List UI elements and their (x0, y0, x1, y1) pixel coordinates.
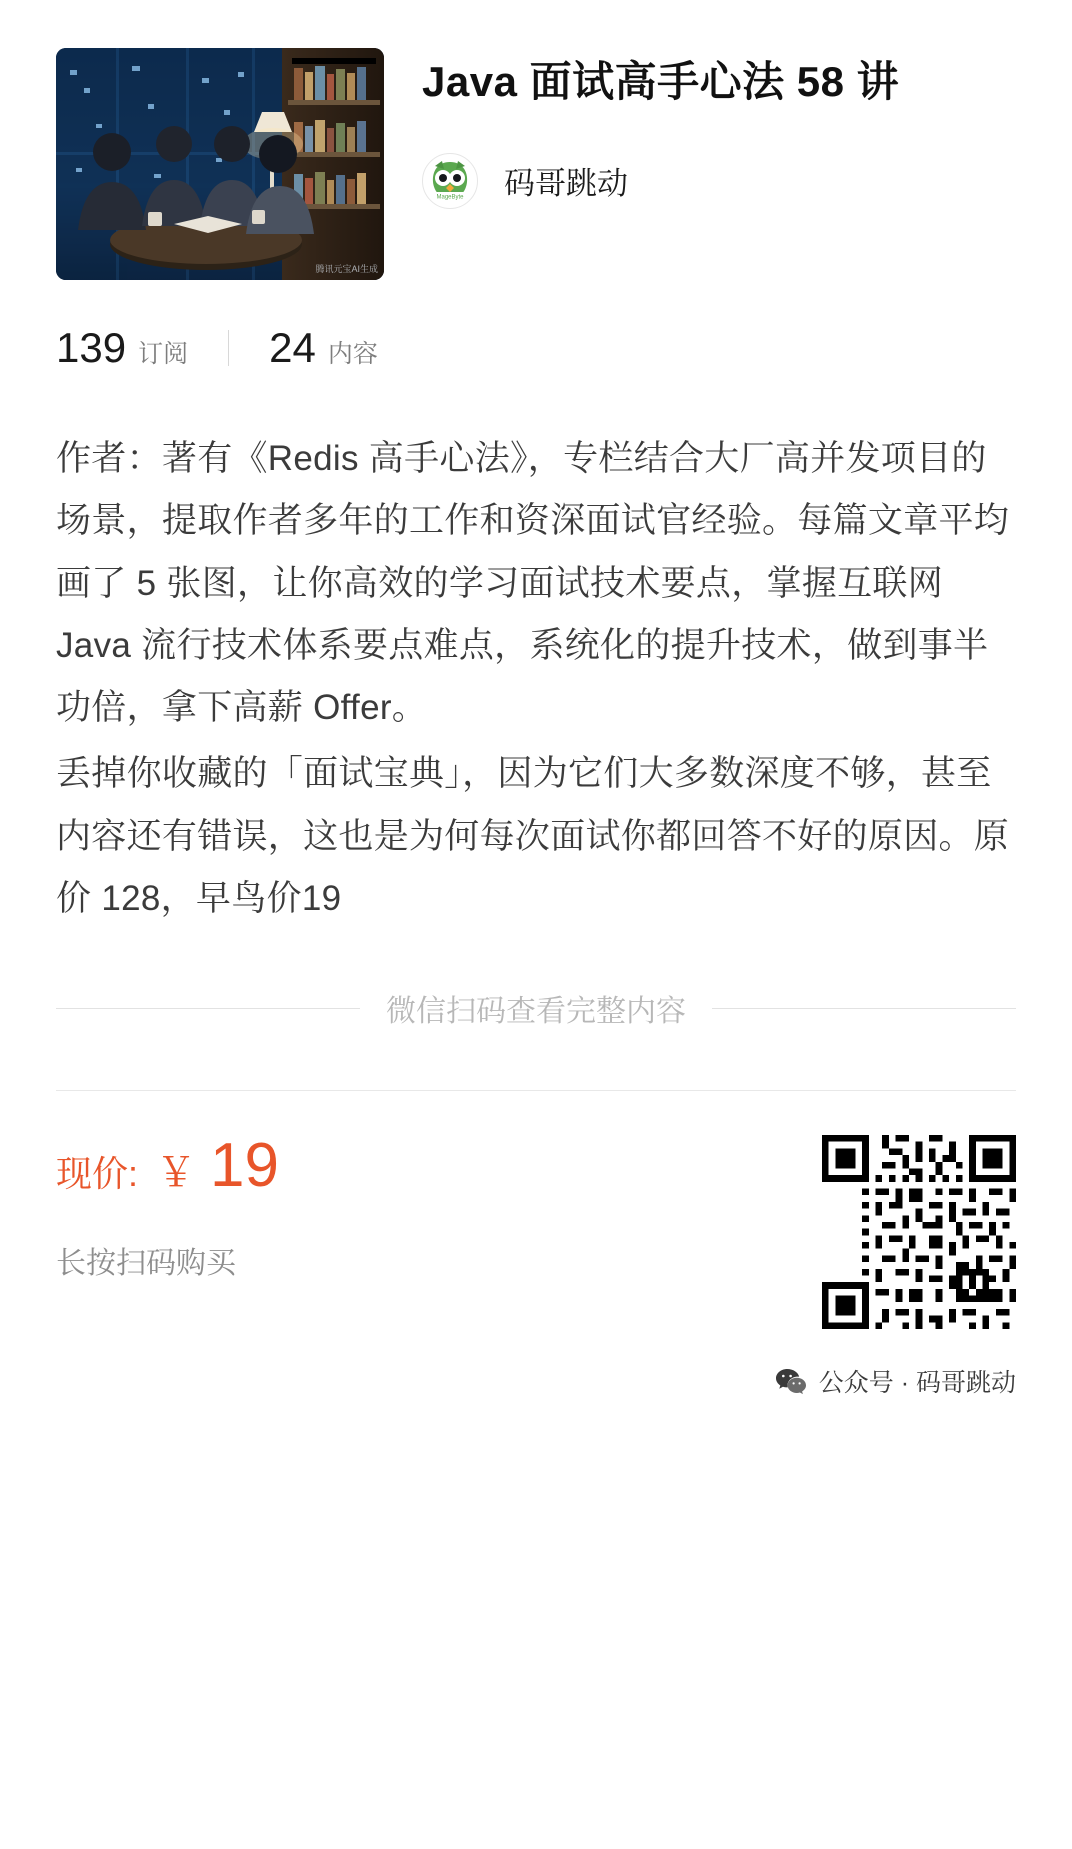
account-title: 码哥跳动 (915, 1369, 1016, 1398)
stat-contents (269, 324, 378, 372)
author-row[interactable] (422, 153, 1016, 209)
stats-divider (228, 330, 229, 366)
account-prefix: 公众号 · (818, 1369, 916, 1398)
course-stats (0, 280, 1072, 372)
purchase-qr-code[interactable] (822, 1135, 1016, 1329)
subscriber-count: 139 (56, 324, 127, 371)
account-row (806, 1363, 1016, 1399)
author-name: 码哥跳动 (504, 166, 628, 202)
course-header (0, 0, 1072, 280)
price-value: 19 (210, 1131, 279, 1201)
scan-hint-line-right (712, 1008, 1016, 1009)
qr-block (806, 1135, 1016, 1399)
price-block (56, 1131, 806, 1282)
page-title: Java 面试高手心法 58 讲 (422, 58, 900, 105)
account-name (819, 1363, 1016, 1399)
scan-hint-line-left (56, 1008, 360, 1009)
owl-avatar-icon (422, 153, 478, 209)
description-paragraph-2: 丢掉你收藏的「面试宝典」，因为它们大多数深度不够，甚至内容还有错误，这也是为何每次面试你都回答不好的原因。原价 128，早鸟价19 (56, 754, 1010, 919)
currency-symbol: ￥ (156, 1151, 197, 1196)
subscriber-label: 订阅 (138, 340, 189, 368)
course-cover-image (56, 48, 384, 280)
course-header-text (384, 48, 1016, 280)
price-note: 长按扫码购买 (56, 1247, 236, 1281)
stat-subscribers (56, 324, 188, 372)
description-paragraph-1: 作者：著有《Redis 高手心法》，专栏结合大厂高并发项目的场景，提取作者多年的工作和资深面试官经验。每篇文章平均画了 5 张图，让你高效的学习面试技术要点，掌握互联网 Java 流行技术体系要点难点，系统化的提升技术，做到事半功倍，拿下高薪 Offer。 (56, 439, 1010, 728)
purchase-footer (0, 1091, 1072, 1399)
content-count: 24 (269, 324, 316, 371)
course-description (0, 372, 1072, 930)
price-label: 现价: (56, 1153, 139, 1195)
scan-hint-text: 微信扫码查看完整内容 (386, 995, 686, 1029)
scan-hint-row (0, 986, 1072, 1030)
svg-text:MageByte: MageByte (436, 194, 464, 201)
content-label: 内容 (327, 340, 378, 368)
cover-watermark: 腾讯元宝AI生成 (315, 264, 378, 274)
wechat-icon (775, 1368, 807, 1395)
price-row (56, 1131, 806, 1201)
